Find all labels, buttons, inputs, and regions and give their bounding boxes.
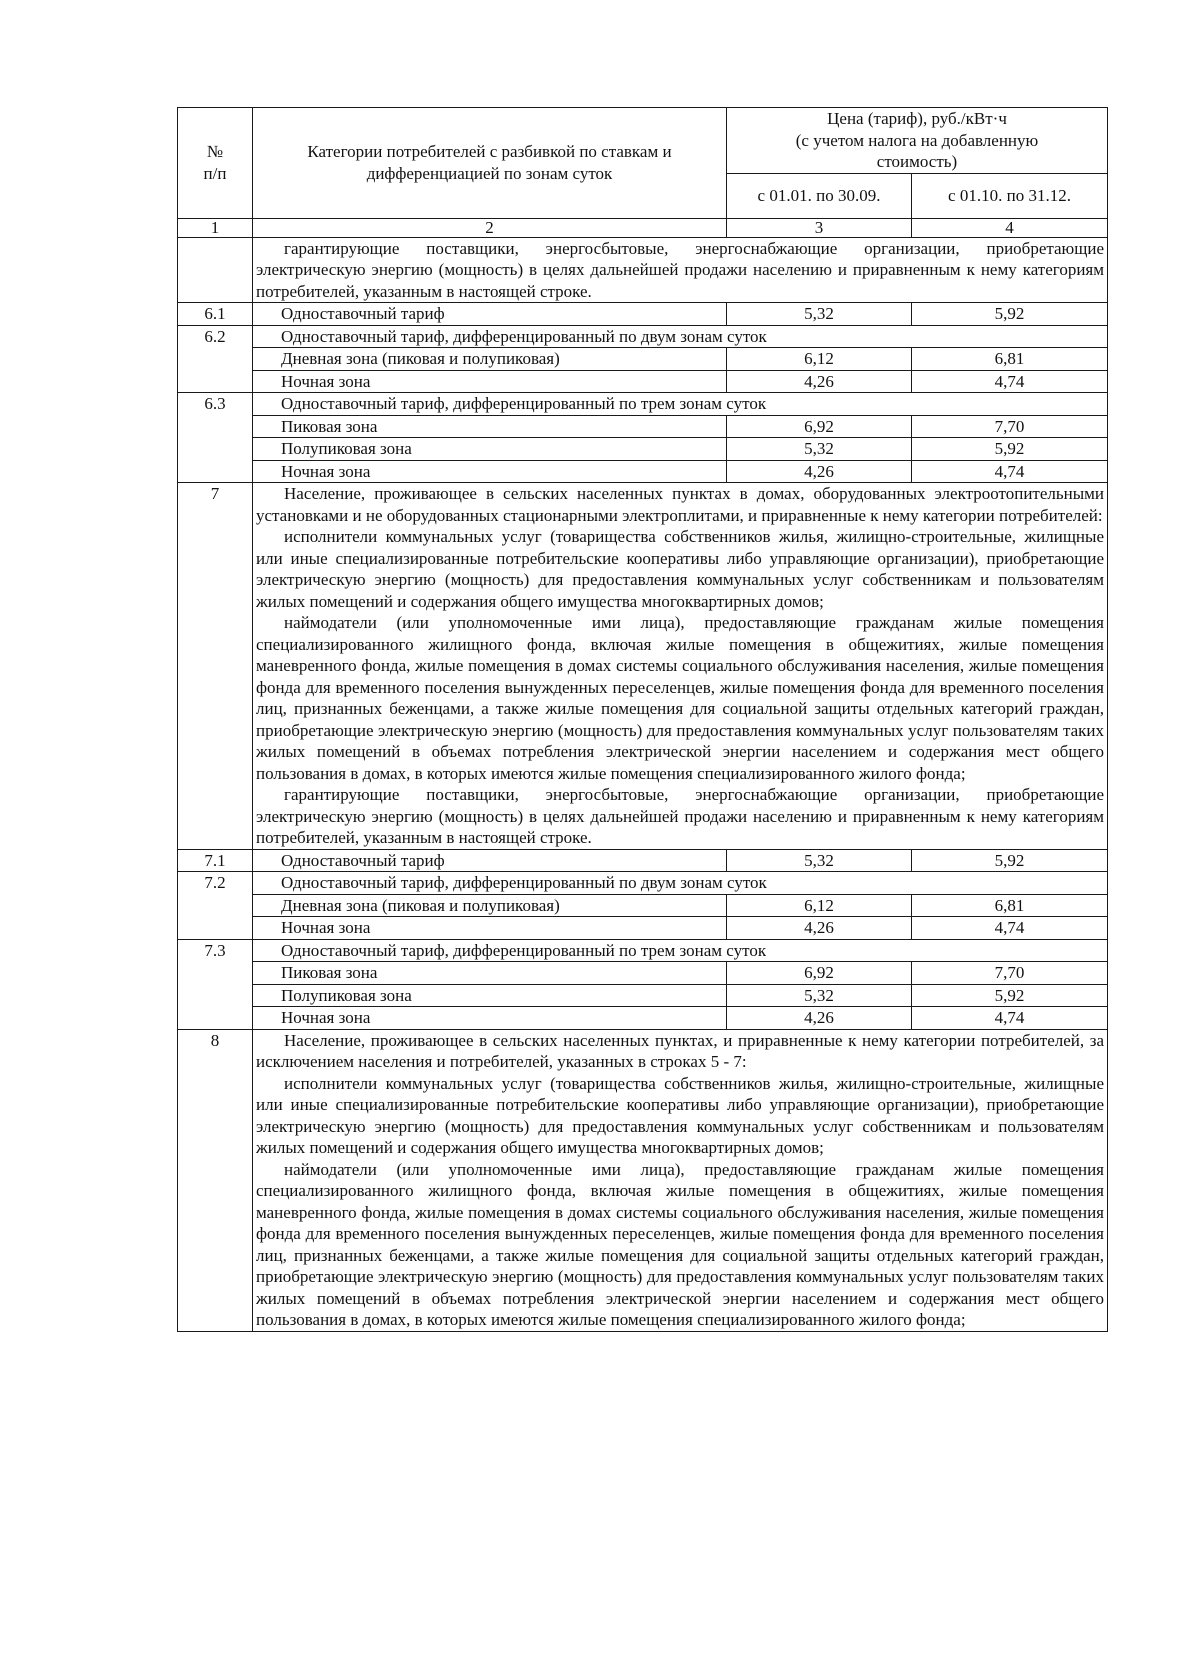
row-label: Одноставочный тариф, дифференцированный по двум зонам суток xyxy=(253,872,1108,895)
table-row xyxy=(178,438,1108,461)
table-row xyxy=(178,1007,1108,1030)
table-row xyxy=(178,894,1108,917)
row-value-1: 4,26 xyxy=(727,370,912,393)
table-header-row xyxy=(178,108,1108,174)
row-value-1: 6,92 xyxy=(727,415,912,438)
table-row xyxy=(178,939,1108,962)
row-value-1: 5,32 xyxy=(727,303,912,326)
row-num: 7 xyxy=(178,483,253,850)
row-value-2: 5,92 xyxy=(912,438,1108,461)
row-label: Одноставочный тариф xyxy=(253,303,727,326)
row-paragraph: гарантирующие поставщики, энергосбытовые, энергоснабжающие организации, приобретающие электрическую энергию (мощность) в целях дальнейшей продажи населению и приравненным к нему категориям потребителей, указанным в настоящей строке. xyxy=(256,785,1104,847)
table-row xyxy=(178,393,1108,416)
row-num: 7.3 xyxy=(178,939,253,1029)
header-period-1: с 01.01. по 30.09. xyxy=(727,173,912,218)
row-value-2: 4,74 xyxy=(912,370,1108,393)
row-label: Одноставочный тариф, дифференцированный по трем зонам суток xyxy=(253,939,1108,962)
row-num: 6.1 xyxy=(178,303,253,326)
header-price: Цена (тариф), руб./кВт·ч (с учетом налога на добавленную стоимость) xyxy=(727,108,1108,174)
colnum-3: 3 xyxy=(727,218,912,237)
row-value-2: 4,74 xyxy=(912,917,1108,940)
row-label: Пиковая зона xyxy=(253,415,727,438)
row-num: 7.1 xyxy=(178,849,253,872)
header-period-2: с 01.10. по 31.12. xyxy=(912,173,1108,218)
row-text-cell xyxy=(253,1029,1108,1331)
row-text-cell xyxy=(253,483,1108,850)
row-label: Полупиковая зона xyxy=(253,438,727,461)
row-paragraph: исполнители коммунальных услуг (товарищества собственников жилья, жилищно-строительные, жилищные или иные специализированные потребительские кооперативы либо управляющие организации), приобретающие электрическую энергию (мощность) для предоставления коммунальных услуг собственникам и пользователям жилых помещений и содержания общего имущества многоквартирных домов; xyxy=(256,527,1104,611)
row-value-2: 6,81 xyxy=(912,348,1108,371)
row-value-1: 4,26 xyxy=(727,460,912,483)
intro-text-cell xyxy=(253,237,1108,303)
row-value-1: 6,12 xyxy=(727,348,912,371)
table-row xyxy=(178,849,1108,872)
colnum-2: 2 xyxy=(253,218,727,237)
row-value-1: 5,32 xyxy=(727,984,912,1007)
row-label: Ночная зона xyxy=(253,917,727,940)
row-value-2: 5,92 xyxy=(912,303,1108,326)
colnum-4: 4 xyxy=(912,218,1108,237)
table-row xyxy=(178,962,1108,985)
row-value-1: 4,26 xyxy=(727,917,912,940)
row-value-1: 6,92 xyxy=(727,962,912,985)
table-row xyxy=(178,984,1108,1007)
row-label: Одноставочный тариф, дифференцированный по трем зонам суток xyxy=(253,393,1108,416)
empty-cell xyxy=(178,237,253,303)
row-value-1: 5,32 xyxy=(727,438,912,461)
row-num: 6.2 xyxy=(178,325,253,393)
row-value-2: 7,70 xyxy=(912,415,1108,438)
row-value-2: 4,74 xyxy=(912,460,1108,483)
row-value-2: 5,92 xyxy=(912,849,1108,872)
table-row xyxy=(178,415,1108,438)
table-row xyxy=(178,483,1108,850)
row-label: Дневная зона (пиковая и полупиковая) xyxy=(253,894,727,917)
table-row xyxy=(178,325,1108,348)
table-row xyxy=(178,460,1108,483)
row-label: Ночная зона xyxy=(253,370,727,393)
tariff-table xyxy=(177,107,1108,1332)
row-paragraph: наймодатели (или уполномоченные ими лица), предоставляющие гражданам жилые помещения специализированного жилищного фонда, включая жилые помещения в общежитиях, жилые помещения маневренного фонда, жилые помещения в домах системы социального обслуживания населения, жилые помещения фонда для временного поселения вынужденных переселенцев, жилые помещения фонда для временного поселения лиц, признанных беженцами, а также жилые помещения для социальной защиты отдельных категорий граждан, приобретающие электрическую энергию (мощность) для предоставления коммунальных услуг пользователям таких жилых помещений в объемах потребления электрической энергии населением и содержания мест общего пользования в домах, в которых имеются жилые помещения специализированного жилого фонда; xyxy=(256,613,1104,783)
row-label: Ночная зона xyxy=(253,460,727,483)
table-row xyxy=(178,1029,1108,1331)
header-category: Категории потребителей с разбивкой по ставкам и дифференциацией по зонам суток xyxy=(253,108,727,219)
row-label: Одноставочный тариф xyxy=(253,849,727,872)
row-paragraph: Население, проживающее в сельских населенных пунктах, и приравненные к нему категории потребителей, за исключением населения и потребителей, указанных в строках 5 - 7: xyxy=(256,1030,1104,1071)
row-paragraph: наймодатели (или уполномоченные ими лица), предоставляющие гражданам жилые помещения специализированного жилищного фонда, включая жилые помещения в общежитиях, жилые помещения маневренного фонда, жилые помещения в домах системы социального обслуживания населения, жилые помещения фонда для временного поселения вынужденных переселенцев, жилые помещения фонда для временного поселения лиц, признанных беженцами, а также жилые помещения для социальной защиты отдельных категорий граждан, приобретающие электрическую энергию (мощность) для предоставления коммунальных услуг пользователям таких жилых помещений в объемах потребления электрической энергии населением и содержания мест общего пользования в домах, в которых имеются жилые помещения специализированного жилого фонда; xyxy=(256,1159,1104,1329)
row-value-2: 7,70 xyxy=(912,962,1108,985)
row-paragraph: Население, проживающее в сельских населенных пунктах в домах, оборудованных электроотопительными установками и не оборудованных стационарными электроплитами, и приравненные к нему категории потребителей: xyxy=(256,484,1104,525)
table-row xyxy=(178,237,1108,303)
header-num: № п/п xyxy=(178,108,253,219)
row-label: Полупиковая зона xyxy=(253,984,727,1007)
row-label: Пиковая зона xyxy=(253,962,727,985)
row-num: 6.3 xyxy=(178,393,253,483)
row-label: Ночная зона xyxy=(253,1007,727,1030)
row-value-2: 5,92 xyxy=(912,984,1108,1007)
row-value-2: 4,74 xyxy=(912,1007,1108,1030)
row-value-1: 4,26 xyxy=(727,1007,912,1030)
table-row xyxy=(178,370,1108,393)
row-num: 7.2 xyxy=(178,872,253,940)
table-row xyxy=(178,917,1108,940)
colnum-1: 1 xyxy=(178,218,253,237)
row-label: Дневная зона (пиковая и полупиковая) xyxy=(253,348,727,371)
intro-text: гарантирующие поставщики, энергосбытовые, энергоснабжающие организации, приобретающие электрическую энергию (мощность) в целях дальнейшей продажи населению и приравненным к нему категориям потребителей, указанным в настоящей строке. xyxy=(256,238,1104,301)
table-row xyxy=(178,303,1108,326)
row-value-1: 5,32 xyxy=(727,849,912,872)
table-row xyxy=(178,348,1108,371)
row-value-2: 6,81 xyxy=(912,894,1108,917)
table-row xyxy=(178,872,1108,895)
row-label: Одноставочный тариф, дифференцированный по двум зонам суток xyxy=(253,325,1108,348)
column-numbers-row xyxy=(178,218,1108,237)
row-paragraph: исполнители коммунальных услуг (товарищества собственников жилья, жилищно-строительные, жилищные или иные специализированные потребительские кооперативы либо управляющие организации), приобретающие электрическую энергию (мощность) для предоставления коммунальных услуг собственникам и пользователям жилых помещений и содержания общего имущества многоквартирных домов; xyxy=(256,1073,1104,1157)
row-num: 8 xyxy=(178,1029,253,1331)
row-value-1: 6,12 xyxy=(727,894,912,917)
